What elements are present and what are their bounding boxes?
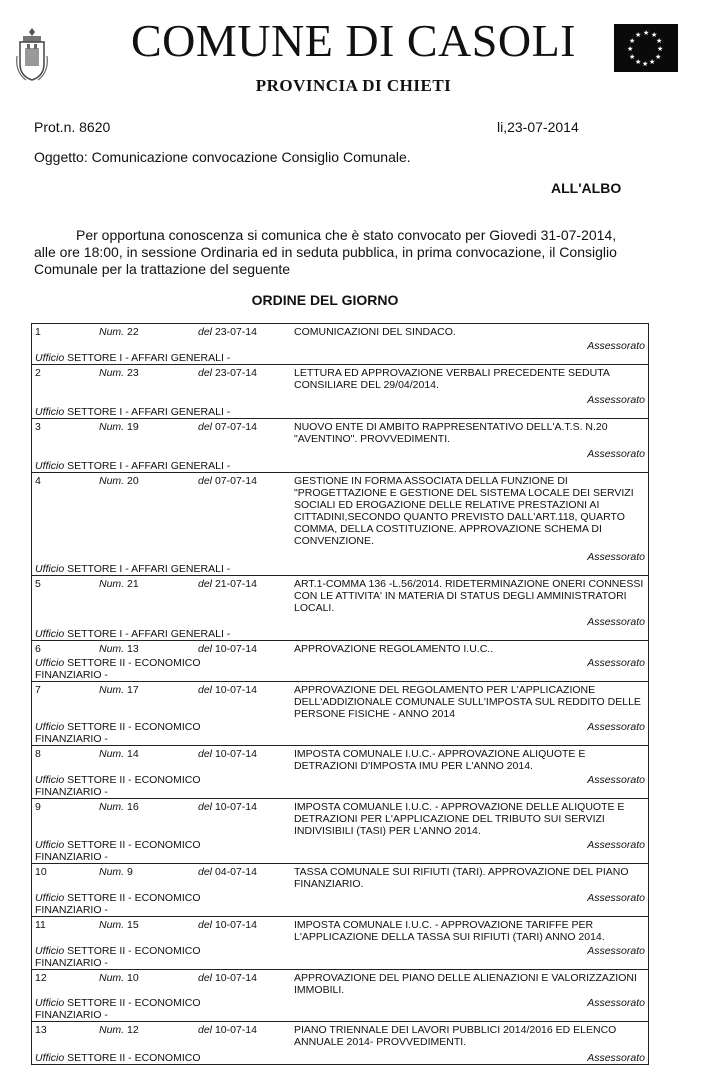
item-date: del 21-07-14 — [198, 578, 257, 590]
item-num: Num. 21 — [99, 578, 139, 590]
table-row — [32, 682, 649, 746]
item-num: Num. 17 — [99, 684, 139, 696]
item-office: Ufficio SETTORE I - AFFARI GENERALI - — [35, 460, 231, 472]
item-office: Ufficio SETTORE II - ECONOMICO FINANZIARIO - — [35, 997, 201, 1021]
agenda-item — [32, 864, 648, 916]
assessorato-label: Assessorato — [587, 657, 645, 669]
agenda-item — [32, 419, 648, 472]
intro-paragraph: Per opportuna conoscenza si comunica che è stato convocato per Giovedi 31-07-2014, alle ore 18:00, in sessione Ordinaria ed in seduta pubblica, in prima convocazione, il Consiglio Comunale per la trattazione del seguente — [34, 227, 617, 277]
item-office: Ufficio SETTORE II - ECONOMICO FINANZIARIO - — [35, 657, 201, 681]
item-number: 1 — [35, 326, 41, 338]
item-date: del 07-07-14 — [198, 475, 257, 487]
assessorato-label: Assessorato — [587, 892, 645, 904]
item-description: PIANO TRIENNALE DEI LAVORI PUBBLICI 2014/2016 ED ELENCO ANNUALE 2014- PROVVEDIMENTI. — [294, 1024, 617, 1048]
item-date: del 10-07-14 — [198, 919, 257, 931]
table-row — [32, 576, 649, 641]
item-num: Num. 13 — [99, 643, 139, 655]
item-number: 10 — [35, 866, 47, 878]
svg-text:★: ★ — [629, 53, 636, 61]
destination-label: ALL'ALBO — [551, 180, 622, 196]
item-date: del 10-07-14 — [198, 801, 257, 813]
svg-text:★: ★ — [655, 53, 662, 61]
item-office: Ufficio SETTORE II - ECONOMICO FINANZIARIO - — [35, 945, 201, 969]
svg-text:★: ★ — [651, 31, 658, 39]
agenda-item — [32, 746, 648, 798]
svg-text:★: ★ — [643, 29, 650, 37]
item-office: Ufficio SETTORE I - AFFARI GENERALI - — [35, 563, 231, 575]
item-num: Num. 14 — [99, 748, 139, 760]
item-date: del 10-07-14 — [198, 684, 257, 696]
item-number: 4 — [35, 475, 41, 487]
item-number: 7 — [35, 684, 41, 696]
svg-text:★: ★ — [642, 60, 649, 68]
table-row — [32, 799, 649, 864]
item-number: 2 — [35, 367, 41, 379]
item-date: del 23-07-14 — [198, 326, 257, 338]
item-date: del 23-07-14 — [198, 367, 257, 379]
item-description: ART.1-COMMA 136 -L.56/2014. RIDETERMINAZIONE ONERI CONNESSI CON LE ATTIVITA' IN MATERIA DI STATUS DEGLI AMMINISTRATORI LOCALI. — [294, 578, 644, 614]
item-num: Num. 9 — [99, 866, 133, 878]
item-description: IMPOSTA COMUANLE I.U.C. - APPROVAZIONE DELLE ALIQUOTE E DETRAZIONI PER L'APPLICAZIONE DEL TRIBUTO SUI SERVIZI INDIVISIBILI (TASI) PER L'ANNO 2014. — [294, 801, 625, 837]
item-date: del 10-07-14 — [198, 972, 257, 984]
item-num: Num. 20 — [99, 475, 139, 487]
table-row — [32, 365, 649, 419]
item-description: IMPOSTA COMUNALE I.U.C. - APPROVAZIONE TARIFFE PER L'APPLICAZIONE DELLA TASSA SUI RIFIUTI (TARI) ANNO 2014. — [294, 919, 605, 943]
agenda-item — [32, 641, 648, 681]
item-number: 8 — [35, 748, 41, 760]
item-num: Num. 19 — [99, 421, 139, 433]
assessorato-label: Assessorato — [587, 340, 645, 352]
assessorato-label: Assessorato — [587, 997, 645, 1009]
table-row — [32, 473, 649, 576]
assessorato-label: Assessorato — [587, 721, 645, 733]
assessorato-label: Assessorato — [587, 551, 645, 563]
item-date: del 07-07-14 — [198, 421, 257, 433]
item-description: APPROVAZIONE DEL REGOLAMENTO PER L'APPLICAZIONE DELL'ADDIZIONALE COMUNALE SULL'IMPOSTA SUL REDDITO DELLE PERSONE FISICHE - ANNO 2014 — [294, 684, 641, 720]
item-number: 3 — [35, 421, 41, 433]
assessorato-label: Assessorato — [587, 945, 645, 957]
item-description: GESTIONE IN FORMA ASSOCIATA DELLA FUNZIONE DI "PROGETTAZIONE E GESTIONE DEL SISTEMA LOCALE DEI SERVIZI SOCIALI ED EROGAZIONE DELLE RELATIVE PRESTAZIONI AI CITTADINI,SECONDO QUANTO PREVISTO DALL'ART.118, QUARTO COMMA, DELLA COSTITUZIONE. APPROVAZIONE SCHEMA DI CONVENZIONE. — [294, 475, 634, 547]
item-number: 11 — [35, 919, 46, 931]
agenda-item — [32, 365, 648, 418]
assessorato-label: Assessorato — [587, 839, 645, 851]
item-date: del 10-07-14 — [198, 1024, 257, 1036]
agenda-item — [32, 473, 648, 575]
svg-text:★: ★ — [627, 45, 634, 53]
table-row — [32, 917, 649, 970]
assessorato-label: Assessorato — [587, 1052, 645, 1064]
table-row — [32, 970, 649, 1022]
table-row — [32, 324, 649, 365]
svg-text:★: ★ — [649, 58, 656, 66]
item-description: LETTURA ED APPROVAZIONE VERBALI PRECEDENTE SEDUTA CONSILIARE DEL 29/04/2014. — [294, 367, 610, 391]
svg-text:★: ★ — [657, 45, 664, 53]
item-num: Num. 15 — [99, 919, 139, 931]
item-description: APPROVAZIONE REGOLAMENTO I.U.C.. — [294, 643, 494, 655]
subject-line: Oggetto: Comunicazione convocazione Consiglio Comunale. — [34, 149, 411, 165]
item-num: Num. 22 — [99, 326, 139, 338]
item-description: APPROVAZIONE DEL PIANO DELLE ALIENAZIONI E VALORIZZAZIONI IMMOBILI. — [294, 972, 637, 996]
agenda-title: ORDINE DEL GIORNO — [251, 292, 399, 308]
table-row — [32, 419, 649, 473]
item-office: Ufficio SETTORE I - AFFARI GENERALI - — [35, 352, 231, 364]
assessorato-label: Assessorato — [587, 448, 645, 460]
agenda-item — [32, 799, 648, 863]
agenda-item — [32, 970, 648, 1021]
agenda-item — [32, 682, 648, 745]
item-office: Ufficio SETTORE II - ECONOMICO FINANZIARIO - — [35, 721, 201, 745]
table-row — [32, 641, 649, 682]
agenda-item — [32, 917, 648, 969]
document-date: li,23-07-2014 — [497, 119, 579, 135]
item-office: Ufficio SETTORE II - ECONOMICO FINANZIARIO - — [35, 892, 201, 916]
assessorato-label: Assessorato — [587, 774, 645, 786]
svg-text:★: ★ — [629, 37, 636, 45]
item-date: del 10-07-14 — [198, 748, 257, 760]
table-row — [32, 746, 649, 799]
item-office: Ufficio SETTORE II - ECONOMICO FINANZIARIO - — [35, 774, 201, 798]
assessorato-label: Assessorato — [587, 616, 645, 628]
agenda-item — [32, 576, 648, 640]
item-description: COMUNICAZIONI DEL SINDACO. — [294, 326, 456, 338]
item-number: 9 — [35, 801, 41, 813]
item-date: del 04-07-14 — [198, 866, 257, 878]
item-description: NUOVO ENTE DI AMBITO RAPPRESENTATIVO DELL'A.T.S. N.20 "AVENTINO". PROVVEDIMENTI. — [294, 421, 608, 445]
item-number: 6 — [35, 643, 41, 655]
item-description: IMPOSTA COMUNALE I.U.C.- APPROVAZIONE ALIQUOTE E DETRAZIONI D'IMPOSTA IMU PER L'ANNO 2014. — [294, 748, 586, 772]
agenda-item — [32, 1022, 648, 1064]
item-num: Num. 12 — [99, 1024, 139, 1036]
svg-text:★: ★ — [635, 58, 642, 66]
agenda-table — [31, 323, 649, 1065]
province-subtitle: PROVINCIA DI CHIETI — [255, 76, 452, 95]
item-number: 5 — [35, 578, 41, 590]
item-office: Ufficio SETTORE II - ECONOMICO FINANZIARIO - — [35, 839, 201, 863]
assessorato-label: Assessorato — [587, 394, 645, 406]
table-row — [32, 1022, 649, 1065]
item-office: Ufficio SETTORE I - AFFARI GENERALI - — [35, 628, 231, 640]
item-office: Ufficio SETTORE I - AFFARI GENERALI - — [35, 406, 231, 418]
protocol-number: Prot.n. 8620 — [34, 119, 111, 135]
table-row — [32, 864, 649, 917]
item-office: Ufficio SETTORE II - ECONOMICO — [35, 1052, 201, 1064]
svg-text:★: ★ — [656, 37, 663, 45]
municipality-title: COMUNE DI CASOLI — [131, 15, 576, 66]
svg-text:★: ★ — [635, 31, 642, 39]
item-number: 12 — [35, 972, 47, 984]
item-number: 13 — [35, 1024, 47, 1036]
item-description: TASSA COMUNALE SUI RIFIUTI (TARI). APPROVAZIONE DEL PIANO FINANZIARIO. — [294, 866, 629, 890]
item-num: Num. 23 — [99, 367, 139, 379]
item-date: del 10-07-14 — [198, 643, 257, 655]
agenda-item — [32, 324, 648, 364]
item-num: Num. 10 — [99, 972, 139, 984]
item-num: Num. 16 — [99, 801, 139, 813]
